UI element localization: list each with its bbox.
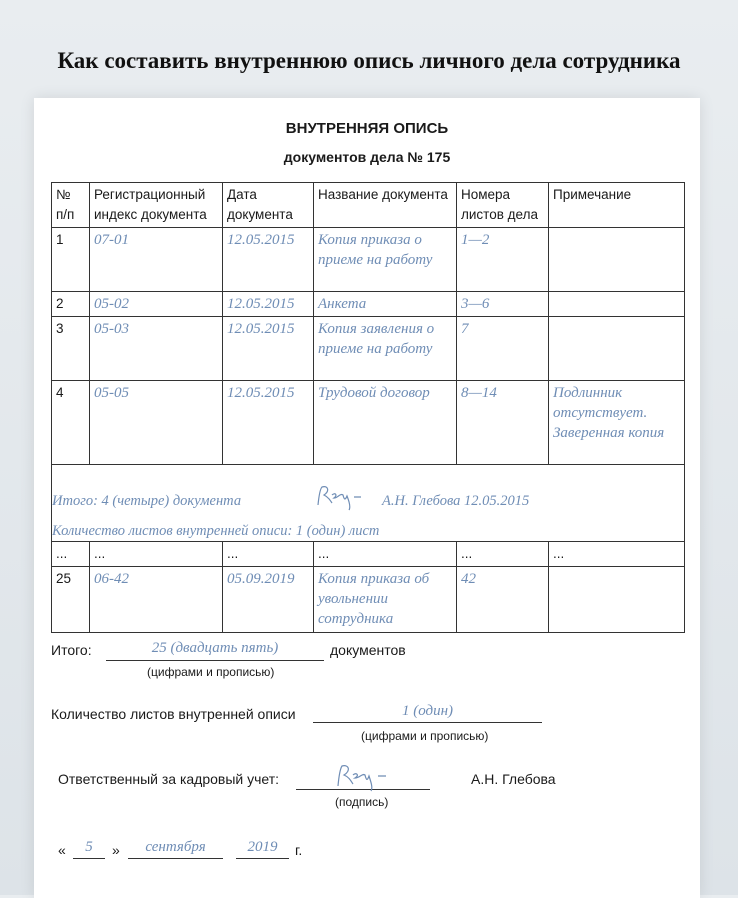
row-doc-name: Копия заявления о приеме на работу [314,317,457,381]
row-num: 1 [52,228,90,292]
row-date: 12.05.2015 [223,228,314,292]
summary-row [52,465,685,542]
document-title: ВНУТРЕННЯЯ ОПИСЬ [285,120,449,137]
signature-icon [314,483,374,511]
date-close-quote: » [112,842,120,858]
header-note: Примечание [549,183,685,228]
date-suffix: г. [295,842,303,858]
summary-cell [52,465,685,542]
table-row [52,292,685,317]
row-sheets: 3—6 [457,292,549,317]
date-day: 5 [85,839,93,855]
row-note [549,317,685,381]
summary-signer: А.Н. Глебова 12.05.2015 [382,493,530,509]
row-sheets: 1—2 [457,228,549,292]
day-underline [73,858,105,859]
signature-icon [334,762,404,792]
row-doc-name: Трудовой договор [314,381,457,465]
row-sheets: 42 [457,567,549,633]
ellipsis-cell: ... [52,542,90,567]
summary-total: Итого: 4 (четыре) документа [52,493,242,509]
ellipsis-cell: ... [314,542,457,567]
row-index: 05-05 [90,381,223,465]
header-num: № п/п [52,183,90,228]
page-headline: Как составить внутреннюю опись личного дела сотрудника [57,48,681,73]
row-date: 12.05.2015 [223,292,314,317]
row-date: 05.09.2019 [223,567,314,633]
row-num: 25 [52,567,90,633]
row-date: 12.05.2015 [223,317,314,381]
sheets-underline [313,722,542,723]
row-index: 05-02 [90,292,223,317]
row-sheets: 8—14 [457,381,549,465]
row-note [549,228,685,292]
date-month: сентября [145,839,206,855]
header-index: Регистрационный индекс документа [90,183,223,228]
document-subtitle: документов дела № 175 [283,149,451,165]
table-row [52,317,685,381]
row-index: 07-01 [90,228,223,292]
caption-total: (цифрами и прописью) [147,665,275,679]
responsible-name: А.Н. Глебова [471,771,556,787]
row-note [549,567,685,633]
table-row [52,567,685,633]
responsible-label: Ответственный за кадровый учет: [58,771,280,787]
date-year: 2019 [247,839,278,855]
header-date: Дата документа [223,183,314,228]
ellipsis-cell: ... [90,542,223,567]
row-num: 3 [52,317,90,381]
total-unit: документов [330,642,406,658]
month-underline [128,858,223,859]
total-underline [106,660,324,661]
total-value: 25 (двадцать пять) [151,640,279,656]
row-doc-name: Копия приказа о приеме на работу [314,228,457,292]
table-header-row [52,183,685,228]
row-sheets: 7 [457,317,549,381]
row-note: Подлинник отсутствует. Заверенная копия [549,381,685,465]
row-doc-name: Анкета [314,292,457,317]
caption-sheets: (цифрами и прописью) [361,729,489,743]
ellipsis-row [52,542,685,567]
document-sheet [34,98,700,898]
row-index: 05-03 [90,317,223,381]
row-note [549,292,685,317]
row-num: 2 [52,292,90,317]
row-date: 12.05.2015 [223,381,314,465]
row-num: 4 [52,381,90,465]
signature-caption: (подпись) [335,795,389,809]
header-name: Название документа [314,183,457,228]
row-doc-name: Копия приказа об увольнении сотрудника [314,567,457,633]
row-index: 06-42 [90,567,223,633]
table-row [52,228,685,292]
ellipsis-cell: ... [549,542,685,567]
table-row [52,381,685,465]
summary-sheets: Количество листов внутренней описи: 1 (один) лист [52,523,380,539]
inventory-table [51,182,685,633]
year-underline [236,858,289,859]
total-label: Итого: [51,642,92,658]
ellipsis-cell: ... [457,542,549,567]
sheets-label: Количество листов внутренней описи [51,706,296,722]
ellipsis-cell: ... [223,542,314,567]
header-sheets: Номера листов дела [457,183,549,228]
date-open-quote: « [58,842,66,858]
sheets-value: 1 (один) [401,703,454,719]
